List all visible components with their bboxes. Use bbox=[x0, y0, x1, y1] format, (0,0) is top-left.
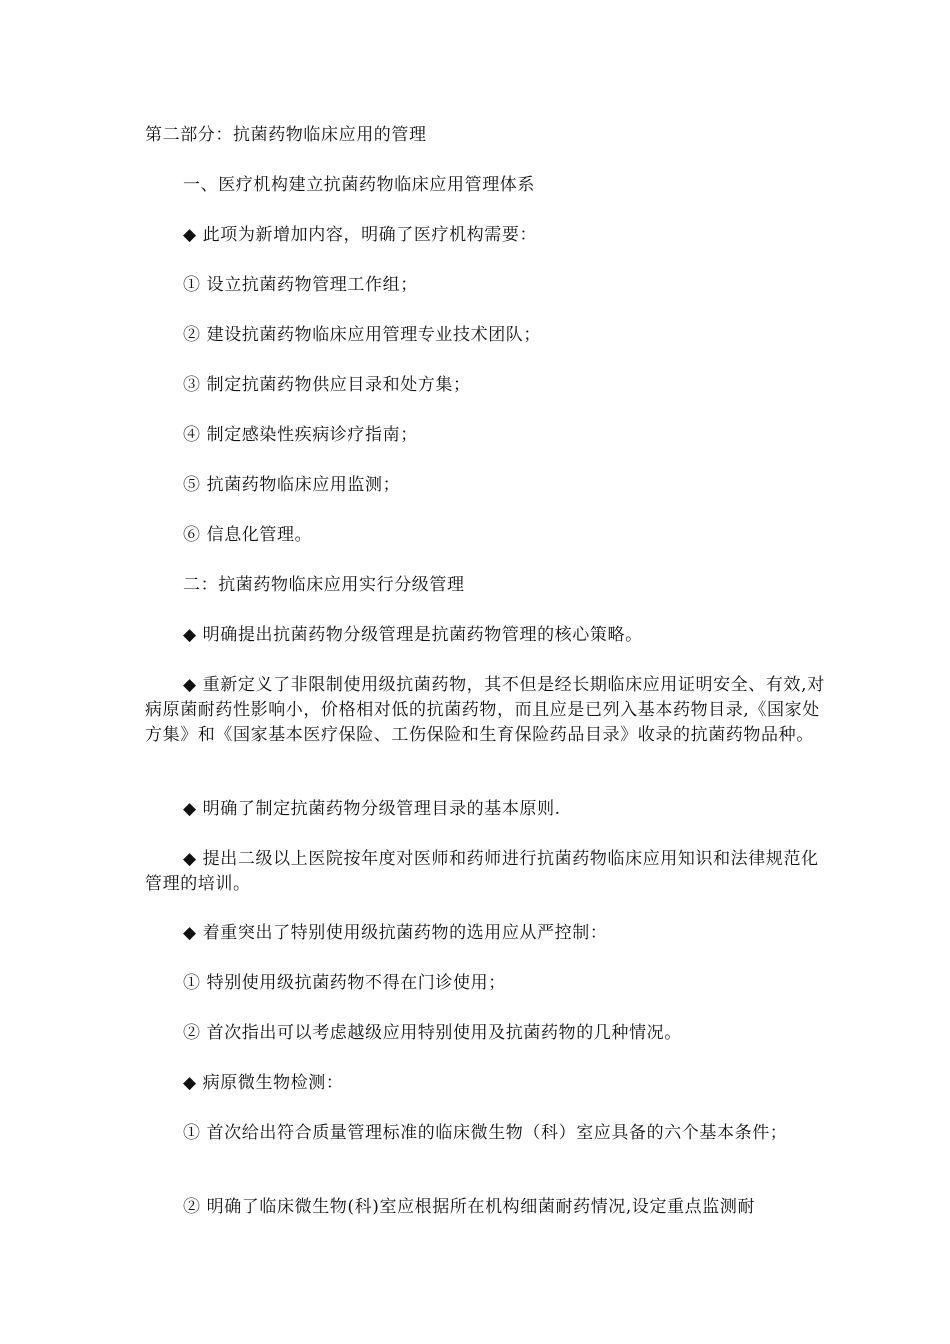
list-item-5: ⑤ 抗菌药物临床应用监测； bbox=[183, 475, 401, 495]
section-title: 第二部分：抗菌药物临床应用的管理 bbox=[145, 125, 427, 145]
bullet-training: ◆ 提出二级以上医院按年度对医师和药师进行抗菌药物临床应用知识和法律规范化管理的培训。 bbox=[145, 849, 819, 894]
bullet-basic-principles: ◆ 明确了制定抗菌药物分级管理目录的基本原则. bbox=[183, 799, 561, 819]
bullet-pathogen-detection: ◆ 病原微生物检测： bbox=[183, 1073, 344, 1093]
list-item-lab-1: ① 首次给出符合质量管理标准的临床微生物（科）室应具备的六个基本条件； bbox=[183, 1123, 788, 1143]
list-item-3: ③ 制定抗菌药物供应目录和处方集； bbox=[183, 375, 471, 395]
list-item-special-2: ② 首次指出可以考虑越级应用特别使用及抗菌药物的几种情况。 bbox=[183, 1023, 682, 1043]
list-item-lab-2: ② 明确了临床微生物(科)室应根据所在机构细菌耐药情况,设定重点监测耐 bbox=[183, 1197, 756, 1217]
heading-management-system: 一、医疗机构建立抗菌药物临床应用管理体系 bbox=[183, 175, 535, 195]
bullet-new-content: ◆ 此项为新增加内容，明确了医疗机构需要： bbox=[183, 225, 538, 245]
list-item-6: ⑥ 信息化管理。 bbox=[183, 525, 313, 545]
bullet-core-strategy: ◆ 明确提出抗菌药物分级管理是抗菌药物管理的核心策略。 bbox=[183, 625, 643, 645]
heading-tiered-management: 二：抗菌药物临床应用实行分级管理 bbox=[183, 575, 465, 595]
bullet-strict-control: ◆ 着重突出了特别使用级抗菌药物的选用应从严控制： bbox=[183, 923, 608, 943]
list-item-4: ④ 制定感染性疾病诊疗指南； bbox=[183, 425, 418, 445]
list-item-1: ① 设立抗菌药物管理工作组； bbox=[183, 275, 418, 295]
list-item-special-1: ① 特别使用级抗菌药物不得在门诊使用； bbox=[183, 973, 506, 993]
list-item-2: ② 建设抗菌药物临床应用管理专业技术团队； bbox=[183, 325, 542, 345]
bullet-redefinition: ◆ 重新定义了非限制使用级抗菌药物，其不但是经长期临床应用证明安全、有效,对病原菌耐药性影响小，价格相对低的抗菌药物，而且应是已列入基本药物目录,《国家处方集》和《国家基本医疗保险、工伤保险和生育保险药品目录》收录的抗菌药物品种。 bbox=[145, 675, 825, 745]
